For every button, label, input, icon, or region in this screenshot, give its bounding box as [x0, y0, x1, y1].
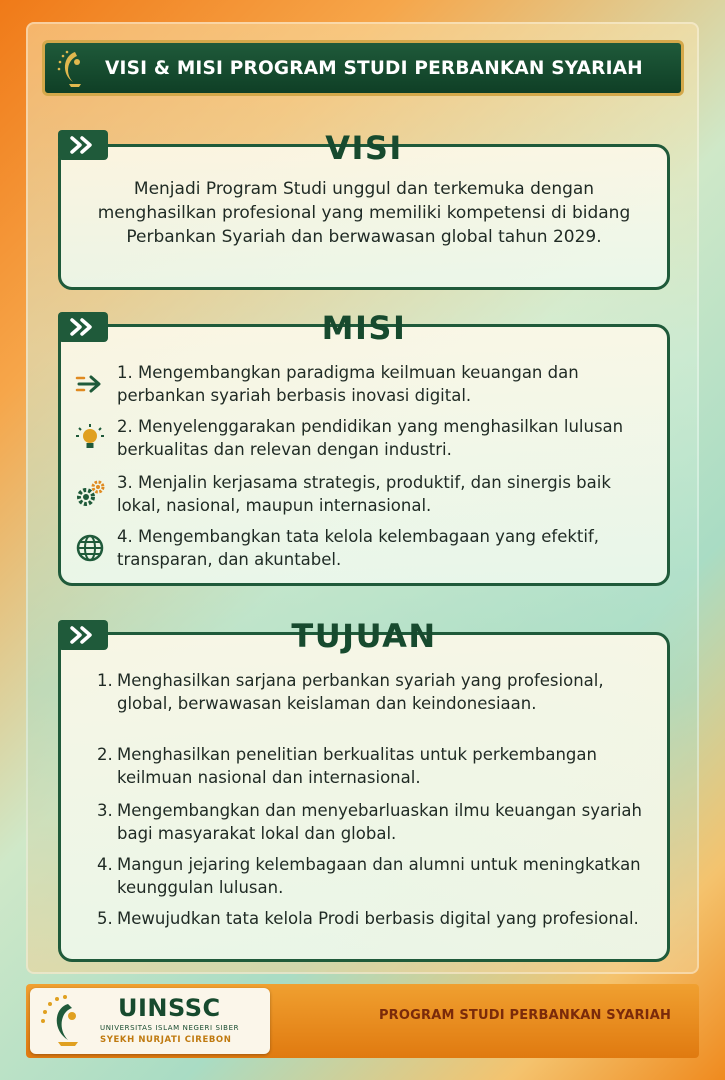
- visi-text: Menjadi Program Studi unggul dan terkemuka dengan menghasilkan profesional yang memiliki kompetensi di bidang Perbankan Syariah dan berwawasan global tahun 2029.: [97, 179, 631, 247]
- gears-icon: [71, 477, 109, 511]
- misi-chevron-icon: [58, 312, 108, 342]
- tujuan-item: [97, 853, 643, 899]
- tujuan-number: 2.: [97, 745, 113, 764]
- arrow-icon: [71, 367, 109, 401]
- tujuan-number: 5.: [97, 909, 113, 928]
- uinssc-logo-icon: [38, 994, 94, 1048]
- page-title: VISI & MISI PROGRAM STUDI PERBANKAN SYARIAH: [105, 57, 643, 79]
- visi-title: VISI: [325, 129, 403, 167]
- tujuan-number: 1.: [97, 671, 113, 690]
- misi-item-text: 3. Menjalin kerjasama strategis, produktif, dan sinergis baik lokal, nasional, maupun internasional.: [117, 473, 611, 515]
- visi-panel: [58, 129, 670, 290]
- tujuan-number: 4.: [97, 855, 113, 874]
- tujuan-text: Menghasilkan sarjana perbankan syariah yang profesional, global, berwawasan keislaman dan keindonesiaan.: [117, 671, 604, 713]
- misi-item-text: 2. Menyelenggarakan pendidikan yang menghasilkan lulusan berkualitas dan relevan dengan industri.: [117, 417, 624, 459]
- lightbulb-icon: [71, 421, 109, 455]
- misi-item-text: 1. Mengembangkan paradigma keilmuan keuangan dan perbankan syariah berbasis inovasi digital.: [117, 363, 579, 405]
- misi-title: MISI: [321, 309, 407, 347]
- tujuan-panel: [58, 617, 670, 962]
- misi-item: [71, 415, 655, 461]
- uinssc-emblem-icon: [45, 43, 99, 93]
- university-logo: [30, 988, 270, 1054]
- misi-panel: [58, 309, 670, 586]
- misi-item: [71, 525, 655, 571]
- globe-icon: [71, 531, 109, 565]
- tujuan-number: 3.: [97, 801, 113, 820]
- tujuan-text: Mangun jejaring kelembagaan dan alumni untuk meningkatkan keunggulan lulusan.: [117, 855, 641, 897]
- visi-chevron-icon: [58, 130, 108, 160]
- tujuan-text: Mewujudkan tata kelola Prodi berbasis digital yang profesional.: [117, 909, 639, 928]
- logo-subtitle-2: SYEKH NURJATI CIREBON: [100, 1035, 232, 1045]
- misi-item: [71, 361, 655, 407]
- tujuan-item: [97, 743, 643, 789]
- title-bar: [42, 40, 684, 96]
- tujuan-text: Mengembangkan dan menyebarluaskan ilmu keuangan syariah bagi masyarakat lokal dan global.: [117, 801, 643, 843]
- logo-subtitle: UNIVERSITAS ISLAM NEGERI SIBER: [100, 1024, 240, 1032]
- logo-name: UINSSC: [118, 994, 221, 1022]
- footer-program-name: PROGRAM STUDI PERBANKAN SYARIAH: [378, 1008, 672, 1023]
- tujuan-title: TUJUAN: [291, 617, 437, 655]
- tujuan-item: [97, 669, 643, 715]
- tujuan-item: [97, 799, 643, 845]
- tujuan-item: [97, 907, 643, 930]
- misi-item-text: 4. Mengembangkan tata kelola kelembagaan yang efektif, transparan, dan akuntabel.: [117, 527, 600, 569]
- tujuan-text: Menghasilkan penelitian berkualitas untuk perkembangan keilmuan nasional dan internasional.: [117, 745, 597, 787]
- tujuan-chevron-icon: [58, 620, 108, 650]
- misi-item: [71, 471, 655, 517]
